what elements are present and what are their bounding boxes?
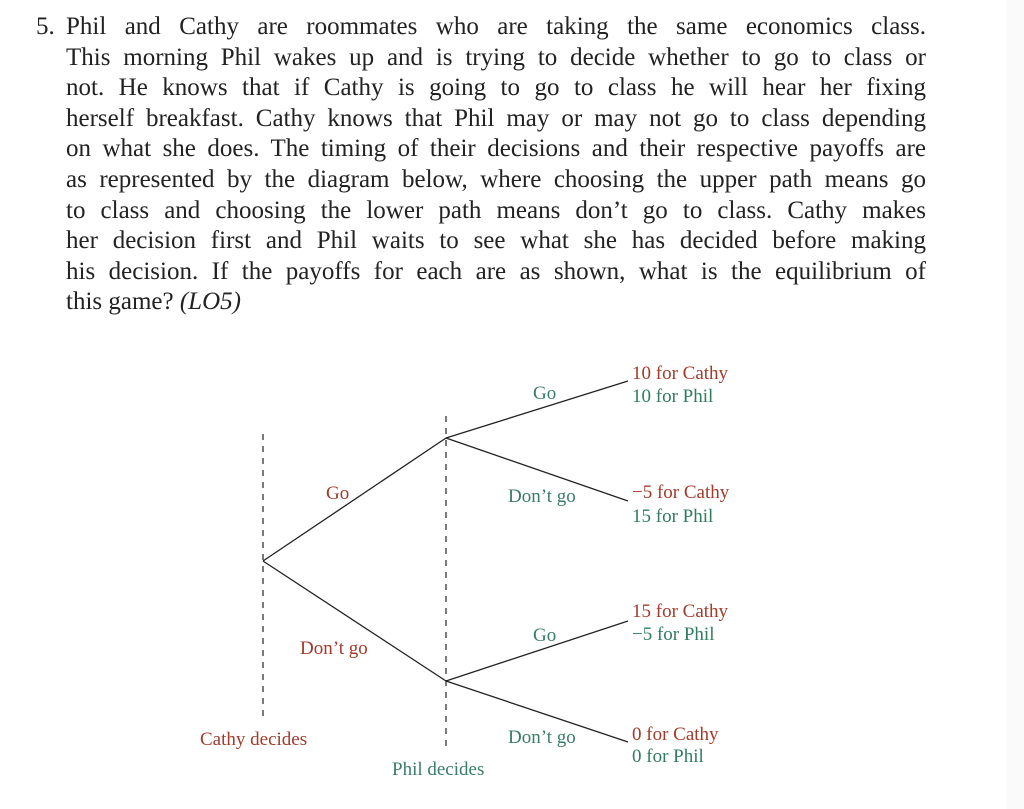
cathy-decides-label: Cathy decides (200, 729, 308, 750)
cathy-go-label: Go (326, 483, 350, 504)
payoff-phil-1: 10 for Phil (632, 386, 714, 407)
cathy-dont-go-branch (263, 561, 446, 681)
phil-go-label-1: Go (533, 383, 557, 404)
phil-decides-label: Phil decides (392, 759, 485, 780)
phil-dont-go-label-2: Don’t go (508, 727, 576, 748)
problem-line: herself breakfast. Cathy knows that Phil may or may not go to class depending (66, 104, 926, 132)
problem-line: his decision. If the payoffs for each are as shown, what is the equilibrium of (66, 257, 926, 285)
payoff-phil-4: 0 for Phil (632, 746, 704, 767)
payoff-cathy-2: −5 for Cathy (632, 482, 730, 503)
learning-objective: (LO5) (179, 288, 241, 316)
payoff-cathy-4: 0 for Cathy (632, 724, 719, 745)
problem-number: 5. (36, 13, 55, 40)
phil-dont-go-label-1: Don’t go (508, 486, 576, 507)
problem-line: to class and choosing the lower path means don’t go to class. Cathy makes (66, 196, 926, 224)
problem-line: on what she does. The timing of their decisions and their respective payoffs are (66, 135, 926, 163)
cathy-go-branch (263, 438, 446, 561)
page-edge (1006, 0, 1024, 809)
payoff-phil-3: −5 for Phil (632, 624, 715, 645)
phil-go-label-2: Go (533, 625, 557, 646)
problem-line: as represented by the diagram below, where choosing the upper path means go (66, 165, 926, 193)
problem-line: her decision first and Phil waits to see what she has decided before making (66, 227, 926, 255)
problem-question: this game? (66, 288, 174, 316)
cathy-dont-go-label: Don’t go (300, 638, 368, 659)
payoff-cathy-3: 15 for Cathy (632, 601, 729, 622)
problem-line: Phil and Cathy are roommates who are taking the same economics class. (66, 13, 926, 40)
problem-line: not. He knows that if Cathy is going to go to class he will hear her fixing (66, 74, 926, 102)
payoff-cathy-1: 10 for Cathy (632, 363, 729, 384)
payoff-phil-2: 15 for Phil (632, 506, 714, 527)
problem-line: This morning Phil wakes up and is trying to decide whether to go to class or (66, 43, 926, 71)
